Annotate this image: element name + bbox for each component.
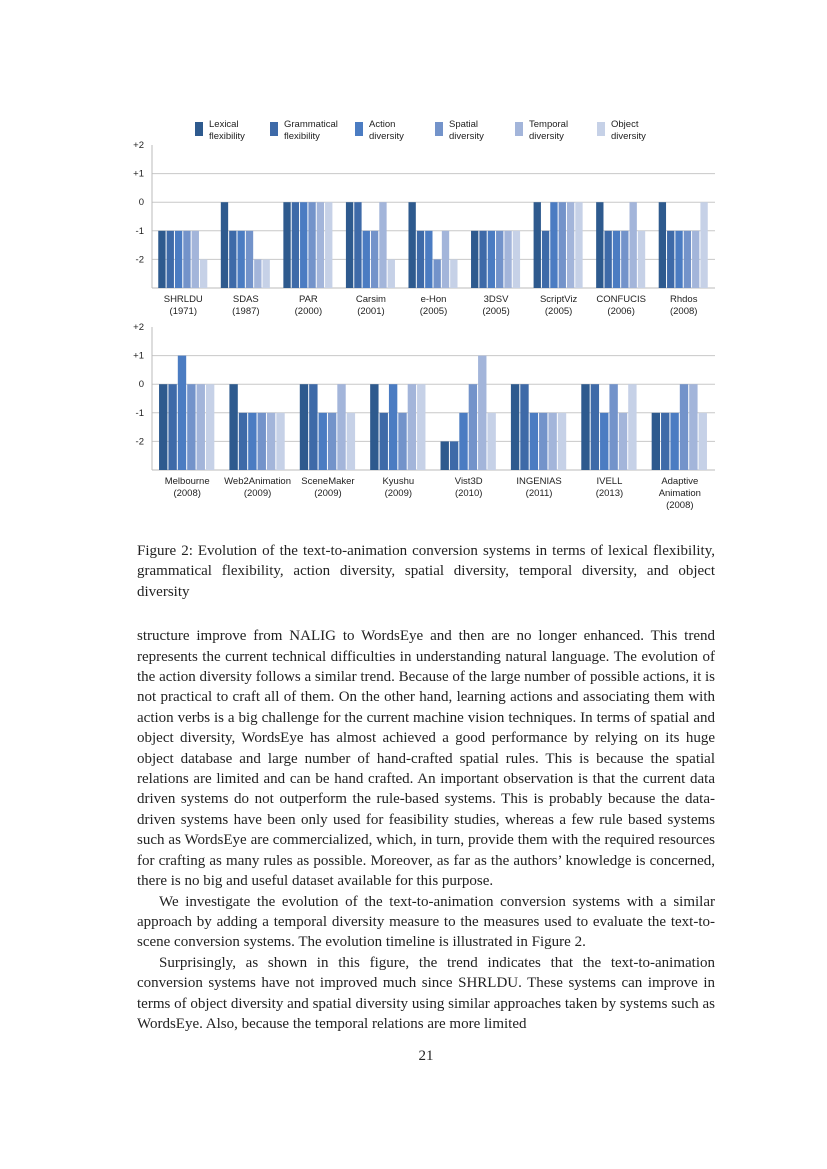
- x-tick-label: (2000): [294, 306, 323, 317]
- bar: [488, 231, 495, 288]
- x-tick-label: Rhdos: [669, 294, 698, 305]
- x-tick-label: Web2Animation: [224, 476, 292, 487]
- bar: [379, 202, 386, 288]
- bar: [487, 413, 495, 470]
- bar: [276, 413, 284, 470]
- x-tick-label: (2011): [525, 488, 553, 499]
- bar: [192, 231, 199, 288]
- bar: [380, 413, 388, 470]
- x-tick-label: Animation: [658, 488, 701, 499]
- bar: [325, 202, 332, 288]
- bar: [613, 231, 620, 288]
- bar: [542, 231, 549, 288]
- y-tick-label: -2: [135, 436, 144, 448]
- bar: [520, 384, 528, 470]
- bar: [159, 384, 167, 470]
- x-tick-label: Vist3D: [454, 476, 483, 487]
- bar: [667, 231, 674, 288]
- y-tick-label: -1: [135, 407, 144, 419]
- bar: [442, 231, 449, 288]
- bar: [425, 231, 432, 288]
- x-tick-label: SceneMaker: [301, 476, 355, 487]
- x-tick-label: Adaptive: [661, 476, 699, 487]
- bar: [534, 202, 541, 288]
- bar: [354, 202, 361, 288]
- x-tick-label: IVELL: [596, 476, 623, 487]
- x-tick-label: SDAS: [232, 294, 259, 305]
- bar: [371, 231, 378, 288]
- legend-label: Grammatical: [284, 119, 338, 130]
- bar: [187, 384, 195, 470]
- bar: [621, 231, 628, 288]
- bar: [596, 202, 603, 288]
- bar: [389, 384, 397, 470]
- x-tick-label: (2009): [314, 488, 342, 499]
- bar: [680, 384, 688, 470]
- legend-swatch: [515, 122, 523, 136]
- legend-swatch: [270, 122, 278, 136]
- x-tick-label: CONFUCIS: [596, 294, 646, 305]
- x-tick-label: PAR: [298, 294, 318, 305]
- bar: [408, 202, 415, 288]
- y-tick-label: +1: [133, 350, 144, 362]
- bar: [248, 413, 256, 470]
- legend-label: Lexical: [209, 119, 239, 130]
- x-tick-label: 3DSV: [483, 294, 509, 305]
- bar: [600, 413, 608, 470]
- legend-label: Temporal: [529, 119, 569, 130]
- bar: [675, 231, 682, 288]
- bar: [388, 259, 395, 288]
- bar: [246, 231, 253, 288]
- bar: [178, 356, 186, 470]
- bar: [581, 384, 589, 470]
- bar: [661, 413, 669, 470]
- x-tick-label: e-Hon: [420, 294, 447, 305]
- paragraph: Surprisingly, as shown in this figure, the trend indicates that the text-to-animation conversion systems have not improved much since SHRLDU. These systems can improve in terms of object diversity and spatial diversity using similar approaches taken by systems such as WordsEye. Also, because the temporal relations are more limited: [137, 954, 715, 1032]
- bar: [319, 413, 327, 470]
- bar: [513, 231, 520, 288]
- bar: [692, 231, 699, 288]
- x-tick-label: (1987): [232, 306, 260, 317]
- bar: [200, 259, 207, 288]
- legend-label: Action: [369, 119, 396, 130]
- bar: [300, 202, 307, 288]
- bar: [417, 384, 425, 470]
- bar: [363, 231, 370, 288]
- bar: [258, 413, 266, 470]
- y-tick-label: -1: [135, 225, 144, 237]
- bar: [670, 413, 678, 470]
- bar: [558, 413, 566, 470]
- bar: [511, 384, 519, 470]
- bar: [689, 384, 697, 470]
- bar: [328, 413, 336, 470]
- bar: [308, 202, 315, 288]
- bar: [441, 441, 449, 470]
- bar: [638, 231, 645, 288]
- legend-swatch: [195, 122, 203, 136]
- bar: [539, 413, 547, 470]
- bar: [548, 413, 556, 470]
- bar: [630, 202, 637, 288]
- paragraph: structure improve from NALIG to WordsEye and then are no longer enhanced. This trend represents the current technical difficulties in understanding natural language. The evolution of the action diversity follows a similar trend. Because of the large number of possible actions, it is not practical to craft all of them. On the other hand, learning actions and associating them with action verbs is a big challenge for the current machine vision techniques. In terms of spatial and object diversity, WordsEye has almost achieved a good performance by relying on its huge object database and large number of hand-crafted spatial rules. This is because the spatial relations are limited and can be hand crafted. An important observation is that the current data driven systems do not outperform the rule-based systems. This is probably because the data-driven systems have been only used for feasibility studies, whereas a few rule based systems such as WordsEye are commercialized, which, in turn, provide them with the required resources for crafting as many rules as possible. Moreover, as far as the authors’ knowledge is concerned, there is no big and useful dataset available for this purpose.: [137, 628, 715, 890]
- legend-label: Spatial: [449, 119, 479, 130]
- bar: [628, 384, 636, 470]
- y-tick-label: 0: [138, 379, 144, 391]
- y-tick-label: 0: [138, 197, 144, 209]
- legend-label: flexibility: [284, 131, 320, 142]
- bar: [450, 441, 458, 470]
- legend-swatch: [435, 122, 443, 136]
- legend-label: Object: [611, 119, 639, 130]
- y-tick-label: -2: [135, 254, 144, 266]
- bar: [206, 384, 214, 470]
- legend-label: diversity: [529, 131, 564, 142]
- bar: [292, 202, 299, 288]
- bar: [158, 231, 165, 288]
- bar: [700, 202, 707, 288]
- bar: [183, 231, 190, 288]
- bar: [479, 231, 486, 288]
- legend-label: flexibility: [209, 131, 245, 142]
- bar: [370, 384, 378, 470]
- bar: [337, 384, 345, 470]
- bar: [469, 384, 477, 470]
- y-tick-label: +1: [133, 168, 144, 180]
- x-tick-label: ScriptViz: [539, 294, 578, 305]
- bar: [478, 356, 486, 470]
- bar: [267, 413, 275, 470]
- x-tick-label: (2010): [454, 488, 483, 499]
- bar: [346, 202, 353, 288]
- bar: [652, 413, 660, 470]
- bar: [496, 231, 503, 288]
- bar: [221, 202, 228, 288]
- figure-2-chart: [0, 0, 827, 520]
- bar: [434, 259, 441, 288]
- bar: [699, 413, 707, 470]
- bar: [659, 202, 666, 288]
- x-tick-label: (2008): [173, 488, 201, 499]
- bar: [167, 231, 174, 288]
- x-tick-label: INGENIAS: [516, 476, 562, 487]
- bar: [398, 413, 406, 470]
- x-tick-label: (2005): [482, 306, 510, 317]
- x-tick-label: (2009): [243, 488, 272, 499]
- bar: [347, 413, 355, 470]
- bar: [504, 231, 511, 288]
- x-tick-label: (2008): [666, 500, 694, 511]
- bar: [604, 231, 611, 288]
- x-tick-label: Carsim: [355, 294, 386, 305]
- figure-caption: Figure 2: Evolution of the text-to-animation conversion systems in terms of lexical flexibility, grammatical flexibility, action diversity, spatial diversity, temporal diversity, and object diversity: [137, 543, 715, 600]
- x-tick-label: (2001): [357, 306, 385, 317]
- bar: [168, 384, 176, 470]
- bar: [550, 202, 557, 288]
- x-tick-label: (2009): [384, 488, 413, 499]
- x-tick-label: Melbourne: [164, 476, 210, 487]
- bar: [239, 413, 247, 470]
- bar: [417, 231, 424, 288]
- bar: [530, 413, 538, 470]
- page-number: 21: [418, 1048, 434, 1065]
- bar: [254, 259, 261, 288]
- paragraph: We investigate the evolution of the text-to-animation conversion systems with a similar approach by adding a temporal diversity measure to the measures used to evaluate the text-to-scene conversion systems. The evolution timeline is illustrated in Figure 2.: [137, 893, 715, 951]
- x-tick-label: SHRLDU: [163, 294, 203, 305]
- text-flow: [137, 541, 715, 1066]
- y-tick-label: +2: [133, 322, 144, 333]
- x-tick-label: (2006): [607, 306, 635, 317]
- bar: [309, 384, 317, 470]
- x-tick-label: (2005): [419, 306, 448, 317]
- legend-label: diversity: [449, 131, 484, 142]
- bar: [408, 384, 416, 470]
- bar: [609, 384, 617, 470]
- bar: [175, 231, 182, 288]
- legend-label: diversity: [369, 131, 404, 142]
- x-tick-label: (2008): [669, 306, 698, 317]
- bar: [559, 202, 566, 288]
- x-tick-label: Kyushu: [382, 476, 415, 487]
- x-tick-label: (1971): [169, 306, 198, 317]
- bar: [263, 259, 270, 288]
- bar: [575, 202, 582, 288]
- bar: [237, 231, 244, 288]
- bar: [229, 384, 237, 470]
- bar: [450, 259, 457, 288]
- legend-label: diversity: [611, 131, 646, 142]
- bar: [197, 384, 205, 470]
- bar: [684, 231, 691, 288]
- x-tick-label: (2013): [595, 488, 624, 499]
- y-tick-label: +2: [133, 140, 144, 151]
- bar: [317, 202, 324, 288]
- body-text: [137, 626, 715, 1034]
- bar: [471, 231, 478, 288]
- bar: [229, 231, 236, 288]
- bar: [459, 413, 467, 470]
- legend-swatch: [355, 122, 363, 136]
- legend-swatch: [597, 122, 605, 136]
- bar: [567, 202, 574, 288]
- x-tick-label: (2005): [544, 306, 573, 317]
- bar: [283, 202, 290, 288]
- bar: [591, 384, 599, 470]
- bar: [300, 384, 308, 470]
- bar: [619, 413, 627, 470]
